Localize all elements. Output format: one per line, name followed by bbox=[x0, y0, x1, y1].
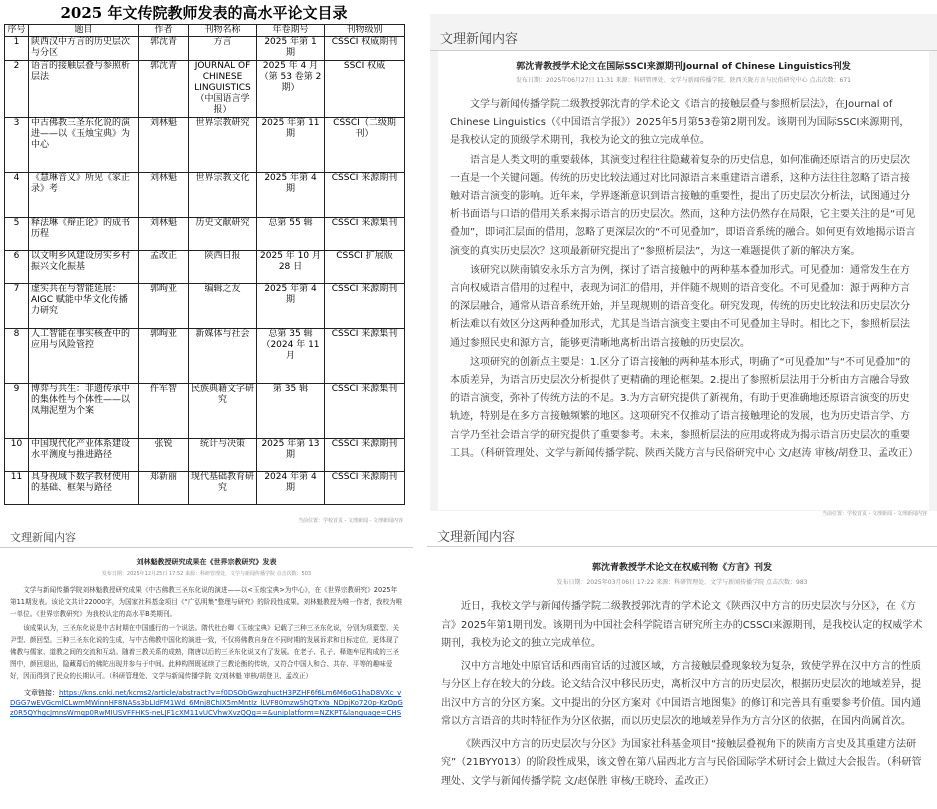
article-paragraph: 文学与新闻传播学院刘林魁教授研究成果《中古佛教三圣东化说的演进——以<玉烛宝典>为中心》，在《世界宗教研究》2025年第11期发表。该论文共计22000字，为国家社科基金项目《“广弘明集”整理与研究》的阶段性成果。刘林魁教授为唯一作者，我校为唯一单位。《世界宗教研究》为我校认定的高水平B类期刊。 bbox=[10, 586, 403, 618]
table-row bbox=[5, 217, 405, 250]
table-cell: 孟改正 bbox=[139, 250, 189, 283]
table-cell: 1 bbox=[5, 37, 29, 60]
breadcrumb[interactable]: 当前位置：学校首页 - 文理新闻 - 文理新闻内容 bbox=[822, 511, 927, 517]
article-meta: 发布日期：2025年06月27日 11:31 来源：科研管理处、文学与新闻传播学院、陕西关陇方言与民俗研究中心 点击次数：671 bbox=[515, 77, 851, 84]
news-article-liu bbox=[0, 515, 413, 809]
table-header-row bbox=[5, 25, 405, 37]
section-heading: 文理新闻内容 bbox=[427, 508, 937, 547]
article-paragraph: 该成果认为，三圣东化说是中古时期在中国盛行的一个说法。隋代杜台卿《玉烛宝典》记载了三种三圣东化说，分别为项橐型、关尹型、颜回型。三种三圣东化说的生成，与中古佛教中国化的演进一致，不仅将佛教自身在不同时期的发展诉求和目标定位，更体现了佛教与儒家、道教之间的交流和互动。随着三教关系的成熟，隋唐以后的三圣东化说又有了发展。在老子、孔子、释迦牟尼构成的三圣图中，颜回退出，隐藏幕后的佛陀出现并参与于中间。此种构图既延续了三教论衡的传统，又符合中国人和合、共存、平等的趣味爱好，因而得到了民众的长期认可。（科研管理处、文学与新闻传播学院 文/刘林魁 审核/胡登卫、孟改正） bbox=[10, 624, 400, 680]
table-cell: 7 bbox=[5, 283, 29, 328]
article-meta: 发布日期：2025年12月25日 17:52 来源：科研管理处、文学与新闻传播学院 点击次数：503 bbox=[101, 571, 312, 577]
table-cell: 语言的接触层叠与参照析层法 bbox=[29, 60, 139, 117]
table-row bbox=[5, 172, 405, 217]
column-header: 序号 bbox=[5, 25, 29, 37]
table-cell: 郭沈青 bbox=[139, 37, 189, 60]
table-cell: 郭昫亚 bbox=[139, 328, 189, 383]
table-cell: 编辑之友 bbox=[189, 283, 257, 328]
table-cell: 6 bbox=[5, 250, 29, 283]
table-cell: CSSCI 来源集刊 bbox=[325, 383, 405, 438]
table-cell: 4 bbox=[5, 172, 29, 217]
table-cell: 郭昫亚 bbox=[139, 283, 189, 328]
table-row bbox=[5, 328, 405, 383]
table-cell: 2025 年 10 月 28 日 bbox=[257, 250, 325, 283]
table-cell: 张锐 bbox=[139, 438, 189, 471]
table-cell: CSSCI（二级期刊） bbox=[325, 117, 405, 172]
table-cell: 总第 35 辑（2024 年 11 月 bbox=[257, 328, 325, 383]
table-row bbox=[5, 383, 405, 438]
table-cell: 新媒体与社会 bbox=[189, 328, 257, 383]
article-paragraph: 汉中方言地处中原官话和西南官话的过渡区域，方言接触层叠现象较为复杂，致使学界在汉中方言的性质与分区上存在较大的分歧。论文结合汉中移民历史，离析汉中方言的历史层次，根据历史层次的地域差异，提出汉中方言的分区方案。文中提出的分区方案对《中国语言地图集》的修订和完善具有重要参考价值。国内通常以方言语音的共时特征作为分区依据，而以历史层次的地域差异作为方言分区的依据，在国内尚属首次。 bbox=[441, 660, 921, 727]
section-heading: 文理新闻内容 bbox=[0, 515, 413, 548]
table-cell: 历史文献研究 bbox=[189, 217, 257, 250]
article-title: 郭沈青教授学术论文在国际SSCI来源期刊Journal of Chinese Linguistics刊发 bbox=[516, 62, 851, 72]
article-paragraph: 近日，我校文学与新闻传播学院二级教授郭沈青的学术论文《陕西汉中方言的历史层次与分区》，在《方言》2025年第1期刊发。该期刊为中国社会科学院语言研究所主办的CSSCI来源期刊，是我校认定的权威学术期刊，我校为论文的独立完成单位。 bbox=[441, 601, 923, 649]
table-cell: 人工智能在事实核查中的应用与风险管控 bbox=[29, 328, 139, 383]
column-header: 刊物级别 bbox=[325, 25, 405, 37]
table-cell: 2025 年第 13 期 bbox=[257, 438, 325, 471]
breadcrumb[interactable]: 当前位置：学校首页 - 文理新闻 - 文理新闻内容 bbox=[298, 518, 403, 524]
link-label: 文章链接： bbox=[24, 689, 59, 698]
table-cell: 11 bbox=[5, 471, 29, 504]
table-cell: 民族典籍文字研究 bbox=[189, 383, 257, 438]
table-row bbox=[5, 471, 405, 504]
table-row bbox=[5, 117, 405, 172]
column-header: 作者 bbox=[139, 25, 189, 37]
column-header: 年卷期号 bbox=[257, 25, 325, 37]
article-link[interactable]: https://kns.cnki.net/kcms2/article/abstract?v=f0DSObGwzqhuctH3PZHF6f6Lm6M6oG1haD8VXc_vDGG7wEVGcmlCLwmMWinnHF8NASs3bLIdFM1Wd_6Mnj8ChIX5mMntIz_lLVF80mzwShQTxYa_NDpjKo720p-KzOpGz0R5QYhgcJmnsWmqp0RwMIUSVFFHKS-neLJF1cXM11vUCVhwXvzQQg==&uniplatform=NZKPT&language=CHS bbox=[10, 689, 403, 718]
table-cell: CSSCI 来源期刊 bbox=[325, 283, 405, 328]
table-cell: 2025 年第 1 期 bbox=[257, 37, 325, 60]
article-paragraph: 语言是人类文明的重要载体，其演变过程往往隐藏着复杂的历史信息，如何准确还原语言的历史层次一直是一个关键问题。传统的历史比较法通过对比同源语言来重建语言谱系，这种方法往往忽略了语言接触对语言演变的影响。近年来，学界逐渐意识到语言接触的重要性，提出了历史层次分析法，试图通过分析书面语与口语的借用关系来揭示语言的历史层次。然而，这种方法仍然存在局限，它主要关注的是“可见叠加”，即词汇层面的借用，忽略了更深层次的“不可见叠加”，即语音系统的融合。如何更有效地揭示语言演变的真实历史层次？这项最新研究提出了“参照析层法”，为这一难题提供了新的解决方案。 bbox=[450, 154, 916, 257]
table-cell: 10 bbox=[5, 438, 29, 471]
article-paragraph: 《陕西汉中方言的历史层次与分区》为国家社科基金项目“接触层叠视角下的陕南方言史及其重建方法研究”（21BYY013）的阶段性成果，该文曾在第八届西北方言与民俗国际学术研讨会上做过大会报告。（科研管理处、文学与新闻传播学院 文/赵保胜 审核/王晓玲、孟改正） bbox=[441, 738, 922, 787]
table-cell: 8 bbox=[5, 328, 29, 383]
table-cell: 3 bbox=[5, 117, 29, 172]
table-cell: 陕西日报 bbox=[189, 250, 257, 283]
table-cell: 2025 年第 4 期 bbox=[257, 283, 325, 328]
table-cell: 刘林魁 bbox=[139, 117, 189, 172]
table-cell: 仵军智 bbox=[139, 383, 189, 438]
article-title: 刘林魁教授研究成果在《世界宗教研究》发表 bbox=[136, 558, 277, 566]
table-cell: 博弈与共生：非遗传承中的集体性与个体性——以凤翔泥塑为个案 bbox=[29, 383, 139, 438]
table-cell: 世界宗教研究 bbox=[189, 117, 257, 172]
table-row bbox=[5, 283, 405, 328]
table-cell: 总第 55 辑 bbox=[257, 217, 325, 250]
table-cell: 2 bbox=[5, 60, 29, 117]
article-title: 郭沈青教授学术论文在权威刊物《方言》刊发 bbox=[591, 563, 772, 573]
table-cell: SSCI 权威 bbox=[325, 60, 405, 117]
table-cell: CSSCI 来源集刊 bbox=[325, 217, 405, 250]
table-cell: 具身视域下数字教材使用的基础、框架与路径 bbox=[29, 471, 139, 504]
column-header: 题目 bbox=[29, 25, 139, 37]
table-cell: 中古佛教三圣东化说的演进——以《玉烛宝典》为中心 bbox=[29, 117, 139, 172]
table-cell: CSSCI 来源期刊 bbox=[325, 471, 405, 504]
news-article-fangyan bbox=[427, 508, 937, 809]
section-heading: 文理新闻内容 bbox=[430, 14, 937, 51]
table-cell: 2025 年 4 月（第 53 卷第 2期） bbox=[257, 60, 325, 117]
table-cell: 2025 年第 11 期 bbox=[257, 117, 325, 172]
table-cell: 第 35 辑 bbox=[257, 383, 325, 438]
publication-list-panel bbox=[0, 0, 408, 506]
table-cell: JOURNAL OF CHINESE LINGUISTICS（中国语言学报） bbox=[189, 60, 257, 117]
article-paragraph: 文学与新闻传播学院二级教授郭沈青的学术论文《语言的接触层叠与参照析层法》，在Journal of Chinese Linguistics（《中国语言学报》）2025年5月第53卷第2期刊发。该期刊为国际SSCI来源期刊，是我校认定的顶级学术期刊，我校为论文的独立完成单位。 bbox=[450, 99, 910, 147]
table-cell: 刘林魁 bbox=[139, 172, 189, 217]
table-cell: 9 bbox=[5, 383, 29, 438]
table-cell: 2025 年第 4 期 bbox=[257, 172, 325, 217]
table-cell: CSSCI 来源集刊 bbox=[325, 328, 405, 383]
news-article-jcl bbox=[430, 14, 937, 511]
table-cell: 世界宗教文化 bbox=[189, 172, 257, 217]
table-cell: 以文明乡风建设房实乡村振兴文化振基 bbox=[29, 250, 139, 283]
table-cell: 郭沈青 bbox=[139, 60, 189, 117]
table-cell: CSSCI 来源期刊 bbox=[325, 172, 405, 217]
article-paragraph: 这项研究的创新点主要是：1.区分了语言接触的两种基本形式，明确了“可见叠加”与“不可见叠加”的本质差异，为语言历史层次分析提供了更精确的理论框架。2.提出了参照析层法用于分析由方言融合导致的语言演变，弥补了传统方法的不足。3.为方言研究提供了新视角，有助于更准确地还原语言演变的历史轨迹，特别是在多方言接触频繁的地区。这项研究不仅推动了语言接触理论的发展，也为历史语言学、方言学乃至社会语言学的研究提供了重要参考。未来，参照析层法的应用或将成为揭示语言历史层次的重要工具。（科研管理处、文学与新闻传播学院、陕西关陇方言与民俗研究中心 文/赵涛 审核/胡登卫、孟改正） bbox=[450, 356, 919, 459]
article-meta: 发布日期：2025年03月06日 17:22 来源：科研管理处、文学与新闻传播学院 点击次数：983 bbox=[556, 579, 808, 586]
table-cell: 统计与决策 bbox=[189, 438, 257, 471]
table-cell: 2024 年第 4 期 bbox=[257, 471, 325, 504]
table-cell: 陕西汉中方言的历史层次与分区 bbox=[29, 37, 139, 60]
table-row bbox=[5, 60, 405, 117]
table-cell: CSSCI 扩展版 bbox=[325, 250, 405, 283]
publication-table bbox=[4, 24, 405, 505]
table-row bbox=[5, 438, 405, 471]
table-cell: CSSCI 来源期刊 bbox=[325, 438, 405, 471]
table-row bbox=[5, 37, 405, 60]
table-cell: 中国现代化产业体系建设水平测度与推进路径 bbox=[29, 438, 139, 471]
table-cell: 刘林魁 bbox=[139, 217, 189, 250]
table-row bbox=[5, 250, 405, 283]
article-paragraph: 该研究以陕南镇安永乐方言为例，探讨了语言接触中的两种基本叠加形式。可见叠加：通常发生在方言向权威语言借用的过程中，表现为词汇的借用，并伴随不规则的语音变化。不可见叠加：源于两种方言的深层融合，通常从语音系统开始，并呈现规则的语音变化。研究发现，传统的历史比较法和历史层次分析法难以有效区分这两种叠加形式，尤其是当语言演变主要由不可见叠加主导时。相比之下，参照析层法通过参照民史和源方言，能够更清晰地离析出语言接触的历史层次。 bbox=[450, 264, 910, 349]
table-cell: 现代基础教育研究 bbox=[189, 471, 257, 504]
table-cell: 方言 bbox=[189, 37, 257, 60]
table-cell: 释法琳《辩正论》的成书历程 bbox=[29, 217, 139, 250]
table-cell: 5 bbox=[5, 217, 29, 250]
page-title: 2025 年文传院教师发表的高水平论文目录 bbox=[60, 4, 348, 22]
column-header: 刊物名称 bbox=[189, 25, 257, 37]
table-cell: 虚实共在与智能延展：AIGC 赋能中华文化传播力研究 bbox=[29, 283, 139, 328]
table-cell: 《慧琳音义》所见《家正录》考 bbox=[29, 172, 139, 217]
table-cell: 郑新丽 bbox=[139, 471, 189, 504]
table-cell: CSSCI 权威期刊 bbox=[325, 37, 405, 60]
